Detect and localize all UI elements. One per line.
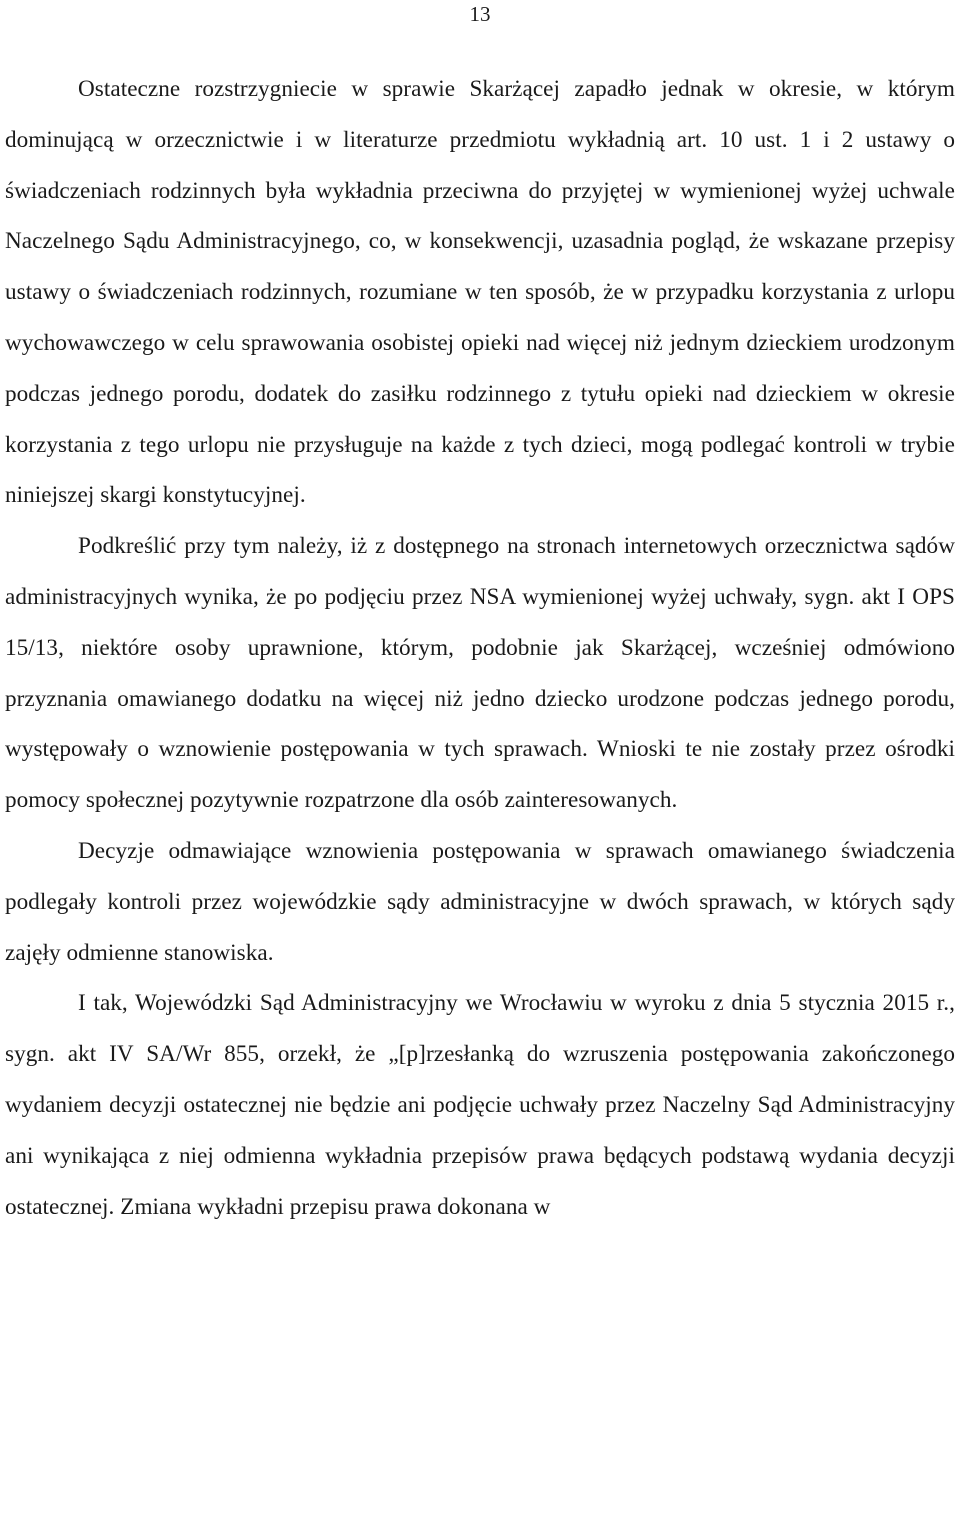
paragraph-2: Podkreślić przy tym należy, iż z dostępnego na stronach internetowych orzecznictwa sądów administracyjnych wynika, że po podjęciu przez NSA wymienionej wyżej uchwały, sygn. akt I OPS 15/13, niektóre osoby uprawnione, którym, podobnie jak Skarżącej, wcześniej odmówiono przyznania omawianego dodatku na więcej niż jedno dziecko urodzone podczas jednego porodu, występowały o wznowienie postępowania w tych sprawach. Wnioski te nie zostały przez ośrodki pomocy społecznej pozytywnie rozpatrzone dla osób zainteresowanych. <box>5 533 955 814</box>
paragraph-1: Ostateczne rozstrzygniecie w sprawie Skarżącej zapadło jednak w okresie, w którym dominującą w orzecznictwie i w literaturze przedmiotu wykładnią art. 10 ust. 1 i 2 ustawy o świadczeniach rodzinnych była wykładnia przeciwna do przyjętej w wymienionej wyżej uchwale Naczelnego Sądu Administracyjnego, co, w konsekwencji, uzasadnia pogląd, że wskazane przepisy ustawy o świadczeniach rodzinnych, rozumiane w ten sposób, że w przypadku korzystania z urlopu wychowawczego w celu sprawowania osobistej opieki nad więcej niż jednym dzieckiem urodzonym podczas jednego porodu, dodatek do zasiłku rodzinnego z tytułu opieki nad dzieckiem w okresie korzystania z tego urlopu nie przysługuje na każde z tych dzieci, mogą podlegać kontroli w trybie niniejszej skargi konstytucyjnej. <box>5 76 955 509</box>
page-number: 13 <box>469 2 491 26</box>
paragraph-4: I tak, Wojewódzki Sąd Administracyjny we Wrocławiu w wyroku z dnia 5 stycznia 2015 r., sygn. akt IV SA/Wr 855, orzekł, że „[p]rzesłanką do wzruszenia postępowania zakończonego wydaniem decyzji ostatecznej nie będzie ani podjęcie uchwały przez Naczelny Sąd Administracyjny ani wynikająca z niej odmienna wykładnia przepisów prawa będących podstawą wydania decyzji ostatecznej. Zmiana wykładni przepisu prawa dokonana w <box>5 990 955 1220</box>
document-body <box>5 64 955 1232</box>
paragraph-3: Decyzje odmawiające wznowienia postępowania w sprawach omawianego świadczenia podlegały kontroli przez wojewódzkie sądy administracyjne w dwóch sprawach, w których sądy zajęły odmienne stanowiska. <box>5 837 955 966</box>
